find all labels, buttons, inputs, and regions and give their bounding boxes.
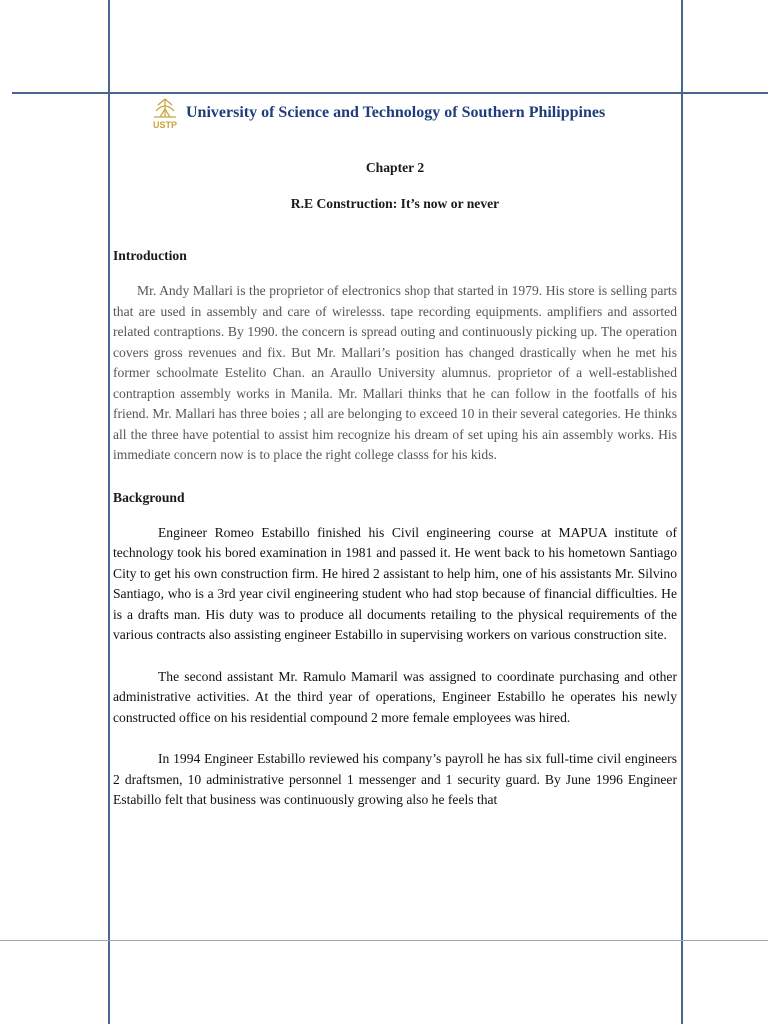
page-header xyxy=(148,95,668,131)
university-name: University of Science and Technology of Southern Philippines xyxy=(186,104,606,121)
introduction-heading: Introduction xyxy=(113,248,187,263)
document-body xyxy=(113,150,677,811)
background-paragraph: In 1994 Engineer Estabillo reviewed his company’s payroll he has six full-time civil engineers 2 draftsmen, 10 administrative personnel 1 messenger and 1 security guard. By June 1996 Engineer Estabillo felt that business was continuously growing also he feels that xyxy=(113,751,677,807)
page-margin-left-rule xyxy=(108,0,110,1024)
logo-wordmark: USTP xyxy=(152,120,178,130)
page-footer-rule xyxy=(0,940,768,941)
background-paragraph: The second assistant Mr. Ramulo Mamaril was assigned to coordinate purchasing and other administrative activities. At the third year of operations, Engineer Estabillo he operates his newly constructed office on his residential compound 2 more female employees was hired. xyxy=(113,668,677,725)
ustp-logo xyxy=(148,95,182,131)
chapter-title: R.E Construction: It’s now or never xyxy=(290,196,500,211)
page-margin-right-rule xyxy=(681,0,683,1024)
background-heading: Background xyxy=(113,489,185,505)
chapter-heading: Chapter 2 xyxy=(365,160,425,175)
introduction-paragraph: Mr. Andy Mallari is the proprietor of electronics shop that started in 1979. His store is selling parts that are used in assembly and care of wirelesss. tape recording equipments. amplifiers and assorted related contraptions. By 1990. the concern is spread outing and continuously picking up. The operation covers gross revenues and fix. But Mr. Mallari’s position has changed drastically when he met his former schoolmate Estelito Chan. an Araullo University alumnus. proprietor of a well-established contraption assembly works in Manila. Mr. Mallari thinks that he can follow in the footfalls of his friend. Mr. Mallari has three boies ; all are belonging to exceed 10 in their several categories. He thinks all the three have potential to assist him recognize his dream of set uping his ain assembly works. His immediate concern now is to place the right college classs for his kids. xyxy=(113,283,677,462)
background-paragraph: Engineer Romeo Estabillo finished his Civil engineering course at MAPUA institute of technology took his bored examination in 1981 and passed it. He went back to his hometown Santiago City to get his own construction firm. He hired 2 assistant to help him, one of his assistants Mr. Silvino Santiago, who is a 3rd year civil engineering student who had stop because of financial difficulties. He is a drafts man. His duty was to produce all documents retailing to the physical requirements of the various contracts also assisting engineer Estabillo in supervising workers on various construction site. xyxy=(113,524,677,642)
header-separator-rule xyxy=(12,92,768,94)
